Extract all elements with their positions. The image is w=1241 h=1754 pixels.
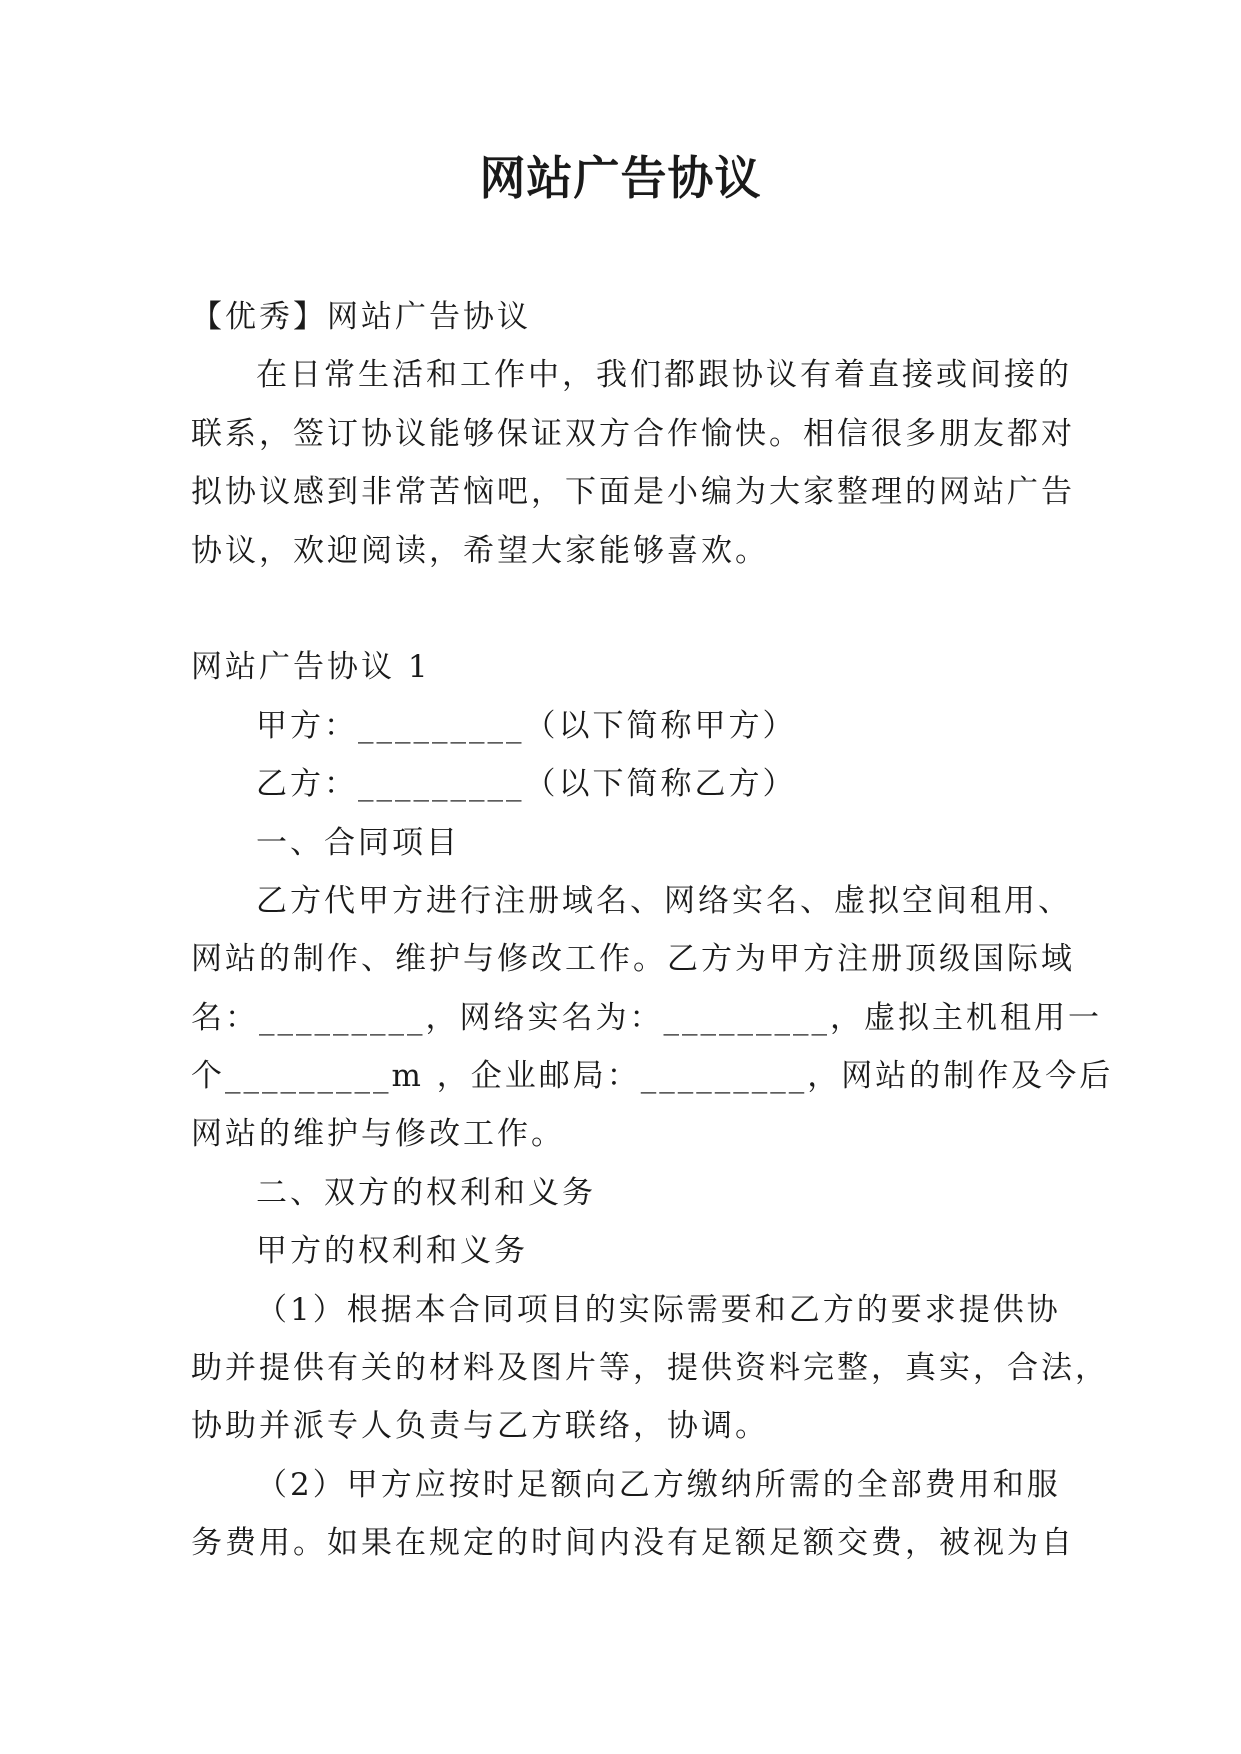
clause-1-line-3: 名：_________，网络实名为：_________，虚拟主机租用一 xyxy=(191,999,1102,1036)
clause-1-line-4: 个_________m ，企业邮局：_________，网站的制作及今后 xyxy=(191,1058,1114,1095)
party-a-rights-title: 甲方的权利和义务 xyxy=(256,1233,528,1270)
item-2-line-1: （2）甲方应按时足额向乙方缴纳所需的全部费用和服 xyxy=(256,1466,1061,1503)
party-a-line: 甲方：_________（以下简称甲方） xyxy=(256,707,797,744)
item-1-line-2: 助并提供有关的材料及图片等，提供资料完整，真实，合法， xyxy=(191,1350,1109,1387)
party-b-line: 乙方：_________（以下简称乙方） xyxy=(256,766,797,803)
intro-line-1: 在日常生活和工作中，我们都跟协议有着直接或间接的 xyxy=(256,357,1072,394)
clause-1-title: 一、合同项目 xyxy=(256,824,460,861)
intro-line-2: 联系，签订协议能够保证双方合作愉快。相信很多朋友都对 xyxy=(191,415,1075,452)
item-1-line-3: 协助并派专人负责与乙方联络，协调。 xyxy=(191,1408,769,1445)
document-body xyxy=(191,288,1114,1573)
document-heading: 【优秀】网站广告协议 xyxy=(191,299,531,335)
paragraph-gap xyxy=(191,580,1061,638)
document-title: 网站广告协议 xyxy=(479,151,762,205)
intro-line-3: 拟协议感到非常苦恼吧，下面是小编为大家整理的网站广告 xyxy=(191,474,1075,511)
section-title: 网站广告协议 1 xyxy=(191,649,431,686)
item-2-line-2: 务费用。如果在规定的时间内没有足额足额交费，被视为自 xyxy=(191,1525,1075,1562)
clause-1-line-2: 网站的制作、维护与修改工作。乙方为甲方注册顶级国际域 xyxy=(191,941,1075,978)
intro-line-4: 协议，欢迎阅读，希望大家能够喜欢。 xyxy=(191,532,769,569)
item-1-line-1: （1）根据本合同项目的实际需要和乙方的要求提供协 xyxy=(256,1291,1061,1328)
clause-1-line-1: 乙方代甲方进行注册域名、网络实名、虚拟空间租用、 xyxy=(256,882,1072,919)
clause-2-title: 二、双方的权利和义务 xyxy=(256,1174,596,1211)
clause-1-line-5: 网站的维护与修改工作。 xyxy=(191,1116,565,1153)
